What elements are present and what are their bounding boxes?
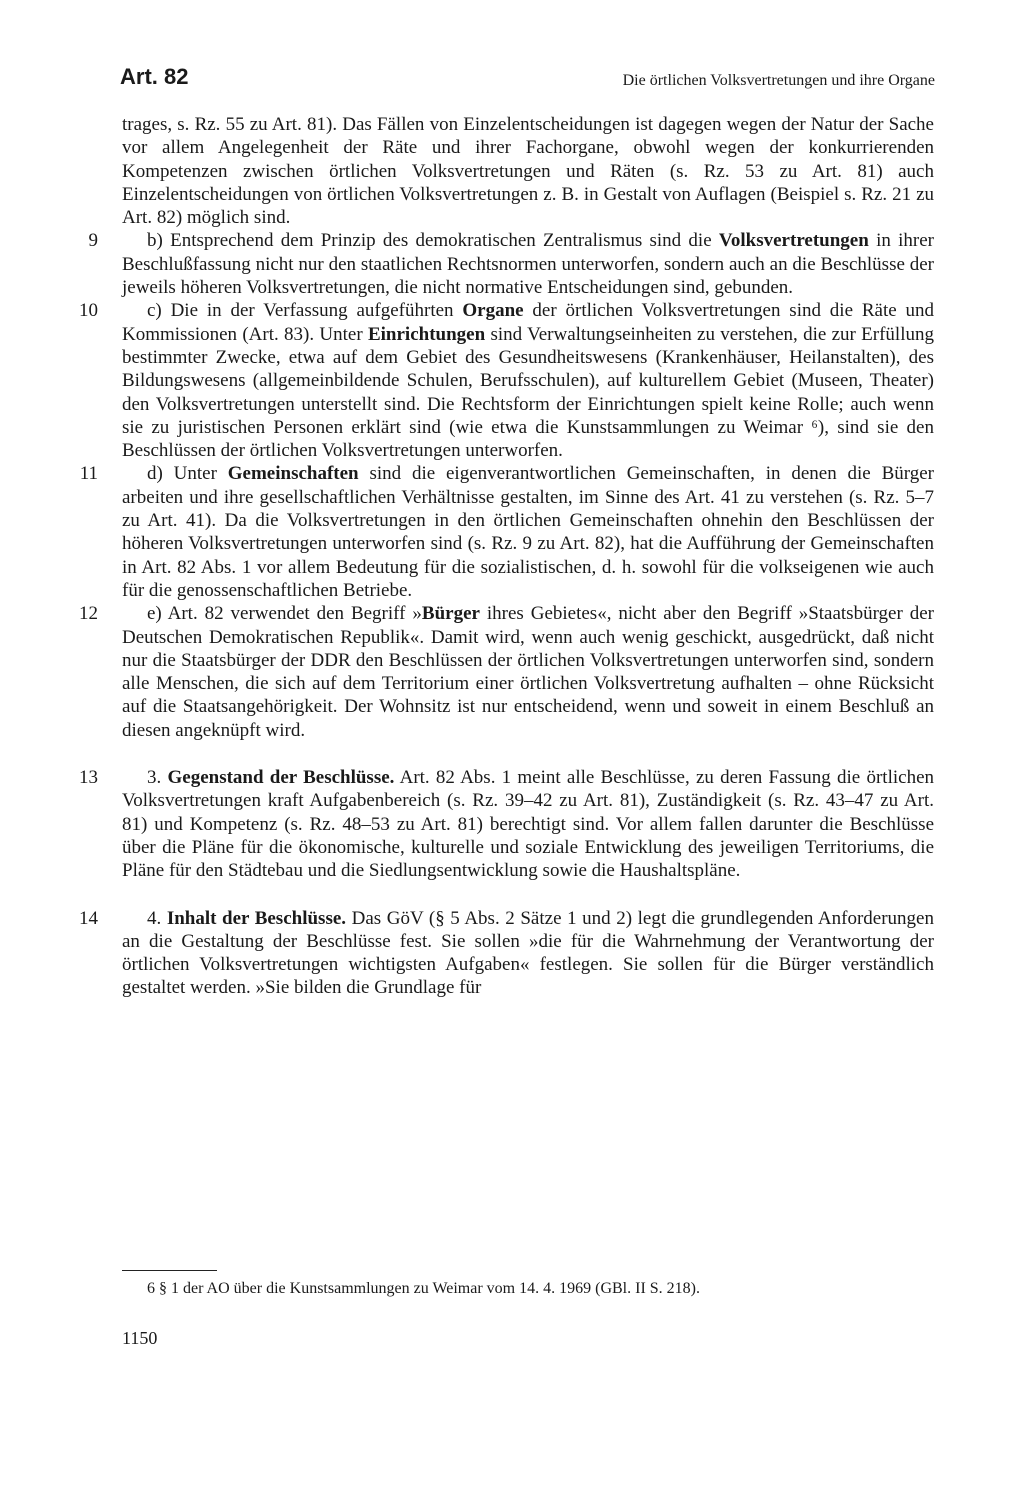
paragraph-text: 4. Inhalt der Beschlüsse. Das GöV (§ 5 Abs. 2 Sätze 1 und 2) legt die grundlegenden Anforderungen an die Gestaltung der Beschlüsse fest. Sie sollen »die für die Wahrnehmung der Verantwortung der örtlichen Volksvertretungen wichtigsten Aufgaben« festlegen. Sie sollen für die Bürger verständlich gestaltet werden. »Sie bilden die Grundlage für	[122, 907, 934, 999]
page-header	[120, 64, 935, 98]
paragraph-rz-9	[88, 229, 934, 299]
section-heading: Inhalt der Beschlüsse.	[166, 907, 347, 929]
footnote-separator	[122, 1270, 217, 1271]
footnote: 6 § 1 der AO über die Kunstsammlungen zu Weimar vom 14. 4. 1969 (GBl. II S. 218).	[147, 1280, 701, 1297]
paragraph-rz-10	[79, 299, 934, 462]
bold-term: Volksvertretungen	[718, 230, 869, 252]
section-heading: Gegenstand der Beschlüsse.	[167, 767, 395, 789]
paragraph-rz-12	[79, 602, 935, 742]
paragraph-rz-13	[79, 766, 935, 882]
paragraph-rz-14	[79, 907, 934, 1000]
paragraph-text: 3. Gegenstand der Beschlüsse. Art. 82 Abs. 1 meint alle Beschlüsse, zu deren Fassung die örtlichen Volksvertretungen kraft Aufgabenbereich (s. Rz. 39–42 zu Art. 81), Zuständigkeit (s. Rz. 43–47 zu Art. 81) und Kompetenz (s. Rz. 48–53 zu Art. 81) berechtigt sind. Vor allem fallen darunter die Beschlüsse über die Pläne für die ökonomische, kulturelle und soziale Entwicklung des jeweiligen Territoriums, die Pläne für den Städtebau und die Siedlungsentwicklung sowie die Haushaltspläne.	[122, 767, 935, 882]
bold-term: Einrichtungen	[367, 323, 486, 345]
margin-number: 13	[79, 767, 98, 789]
paragraph-text: trages, s. Rz. 55 zu Art. 81). Das Fällen von Einzelentscheidungen ist dagegen wegen der Natur der Sache vor allem Angelegenheit der Räte und ihrer Fachorgane, obwohl wegen der konkurrierenden Kompetenzen zwischen örtlichen Volksvertretungen und Räten (s. Rz. 53 zu Art. 81) auch Einzelentscheidungen von örtlichen Volksvertretungen z. B. in Gestalt von Auflagen (Beispiel s. Rz. 21 zu Art. 82) möglich sind.	[122, 114, 934, 229]
main-text	[79, 113, 935, 1000]
paragraph-text: e) Art. 82 verwendet den Begriff »Bürger ihres Gebietes«, nicht aber den Begriff »Staatsbürger der Deutschen Demokratischen Republik«. Damit wird, wenn auch wenig geschickt, ausgedrückt, daß nicht nur die Staatsbürger der DDR den Beschlüssen der örtlichen Volksvertretungen unterworfen sind, sondern alle Menschen, die sich auf dem Territorium einer örtlichen Volksvertretung aufhalten – ohne Rücksicht auf die Staatsangehörigkeit. Der Wohnsitz ist nur entscheidend, wenn und soweit in einem Beschluß an diesen angeknüpft wird.	[122, 603, 935, 741]
paragraph-rz-11	[79, 462, 934, 602]
margin-number: 9	[88, 230, 98, 252]
margin-number: 11	[79, 463, 98, 485]
paragraph-text: b) Entsprechend dem Prinzip des demokratischen Zentralismus sind die Volksvertretungen in ihrer Beschlußfassung nicht nur den staatlichen Rechtsnormen unterworfen, sondern auch an die Beschlüsse der jeweils höheren Volksvertretungen, die nicht normative Entscheidungen sind, gebunden.	[122, 230, 934, 299]
margin-number: 10	[79, 300, 98, 322]
paragraph-text: d) Unter Gemeinschaften sind die eigenverantwortlichen Gemeinschaften, in denen die Bürger arbeiten und ihre gesellschaftlichen Verhältnisse gestalten, im Sinne des Art. 41 zu verstehen (s. Rz. 5–7 zu Art. 41). Da die Volksvertretungen in den örtlichen Gemeinschaften ohnehin den Beschlüssen der höheren Volksvertretungen unterworfen sind (s. Rz. 9 zu Art. 82), hat die Aufführung der Gemeinschaften in Art. 82 Abs. 1 vor allem Bedeutung für die sozialistischen, d. h. sowohl für die volkseigenen wie auch für die genossenschaftlichen Betriebe.	[122, 463, 934, 601]
paragraph-continuation	[122, 113, 934, 229]
running-title: Die örtlichen Volksvertretungen und ihre Organe	[622, 72, 935, 89]
bold-term: Gemeinschaften	[227, 463, 359, 485]
bold-term: Organe	[462, 300, 524, 322]
paragraph-text: c) Die in der Verfassung aufgeführten Organe der örtlichen Volksvertretungen sind die Räte und Kommissionen (Art. 83). Unter Einrichtungen sind Verwaltungseinheiten zu verstehen, die zur Erfüllung bestimmter Zwecke, etwa auf dem Gebiet des Gesundheitswesens (Krankenhäuser, Heilanstalten), des Bildungswesens (allgemeinbildende Schulen, Berufsschulen), auf kulturellem Gebiet (Museen, Theater) den Volksvertretungen unterstellt sind. Die Rechtsform der Einrichtungen spielt keine Rolle; auch wenn sie zu juristischen Personen erklärt sind (wie etwa die Kunstsammlungen zu Weimar ⁶), sind sie den Beschlüssen der örtlichen Volksvertretungen unterworfen.	[122, 300, 934, 462]
article-heading: Art. 82	[120, 64, 189, 89]
bold-term: Bürger	[421, 603, 480, 625]
margin-number: 12	[79, 603, 98, 625]
page-number: 1150	[122, 1328, 158, 1348]
margin-number: 14	[79, 907, 98, 929]
